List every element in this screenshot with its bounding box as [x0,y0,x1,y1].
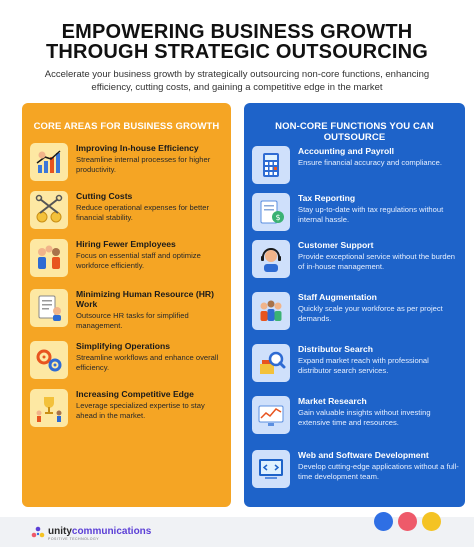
core-areas-panel [22,103,231,507]
noncore-item-desc: Stay up-to-date with tax regulations without internal hassle. [298,205,444,224]
header [0,0,474,100]
staff-group-icon [252,292,290,330]
noncore-item-title: Customer Support [298,240,374,250]
core-item-desc: Leverage specialized expertise to stay ahead in the market. [76,401,205,420]
noncore-item-title: Market Research [298,396,367,406]
core-item-title: Improving In-house Efficiency [76,143,199,153]
growth-chart-icon [30,143,68,181]
tax-report-icon [252,193,290,231]
core-item-title: Increasing Competitive Edge [76,389,194,399]
non-core-functions-title: NON-CORE FUNCTIONS YOU CAN OUTSOURCE [275,121,434,143]
core-item-text [76,239,225,270]
noncore-item-desc: Expand market reach with professional distributor search services. [298,356,429,375]
noncore-item-desc: Develop cutting-edge applications without a full-time development team. [298,462,459,481]
core-item-text [76,341,225,372]
trophy-team-icon [30,389,68,427]
gears-operations-icon [30,341,68,379]
non-core-functions-panel [244,103,465,507]
logo-text-suffix: communications [71,526,152,537]
noncore-item-desc: Gain valuable insights without investing extensive time and resources. [298,408,431,427]
market-research-icon [252,396,290,434]
noncore-item-text [298,146,459,168]
noncore-item-title: Web and Software Development [298,450,429,460]
noncore-item-title: Tax Reporting [298,193,356,203]
page-subtitle: Accelerate your business growth by strategically outsourcing non-core functions, enhancing efficiency, cutting costs, and gaining a competitive edge in the market [44,69,430,93]
headset-support-icon [252,240,290,278]
logo-text-prefix: unity [48,526,72,537]
calculator-icon [252,146,290,184]
team-people-icon [30,239,68,277]
noncore-item-title: Staff Augmentation [298,292,377,302]
page-title [0,22,474,62]
noncore-item-text [298,344,459,375]
core-item-desc: Reduce operational expenses for better financial stability. [76,203,209,222]
noncore-item-text [298,292,459,323]
core-item-desc: Outsource HR tasks for simplified management. [76,311,189,330]
title-line-1: EMPOWERING BUSINESS GROWTH [61,21,413,43]
noncore-item-text [298,396,459,427]
noncore-item-desc: Quickly scale your workforce as per project demands. [298,304,443,323]
core-item-desc: Streamline workflows and enhance overall efficiency. [76,353,219,372]
noncore-item-desc: Provide exceptional service without the burden of in-house management. [298,252,456,271]
decor-dot-yellow [422,512,441,531]
core-item-text [76,143,225,174]
core-item-title: Simplifying Operations [76,341,171,351]
core-item-text [76,191,225,222]
title-line-2: THROUGH STRATEGIC OUTSOURCING [45,41,429,63]
logo-mark-icon [30,525,46,541]
noncore-item-title: Distributor Search [298,344,373,354]
search-distributor-icon [252,344,290,382]
hr-documents-icon [30,289,68,327]
noncore-item-desc: Ensure financial accuracy and compliance. [298,158,442,167]
decor-dot-red [398,512,417,531]
core-item-text [76,289,225,330]
core-item-title: Hiring Fewer Employees [76,239,176,249]
core-item-title: Minimizing Human Resource (HR) Work [76,289,214,309]
core-areas-title: CORE AREAS FOR BUSINESS GROWTH [33,121,220,132]
core-item-text [76,389,225,420]
logo-text [48,526,151,537]
noncore-item-text [298,450,459,481]
noncore-item-text [298,240,459,271]
core-item-desc: Focus on essential staff and optimize workforce efficiently. [76,251,201,270]
core-item-desc: Streamline internal processes for higher productivity. [76,155,211,174]
core-item-title: Cutting Costs [76,191,133,201]
web-development-icon [252,450,290,488]
logo-tagline: POSITIVE TECHNOLOGY [48,537,100,541]
noncore-item-text [298,193,459,224]
svg-text:$: $ [275,213,281,222]
coins-scissors-icon [30,191,68,229]
decor-dot-blue [374,512,393,531]
noncore-item-title: Accounting and Payroll [298,146,394,156]
